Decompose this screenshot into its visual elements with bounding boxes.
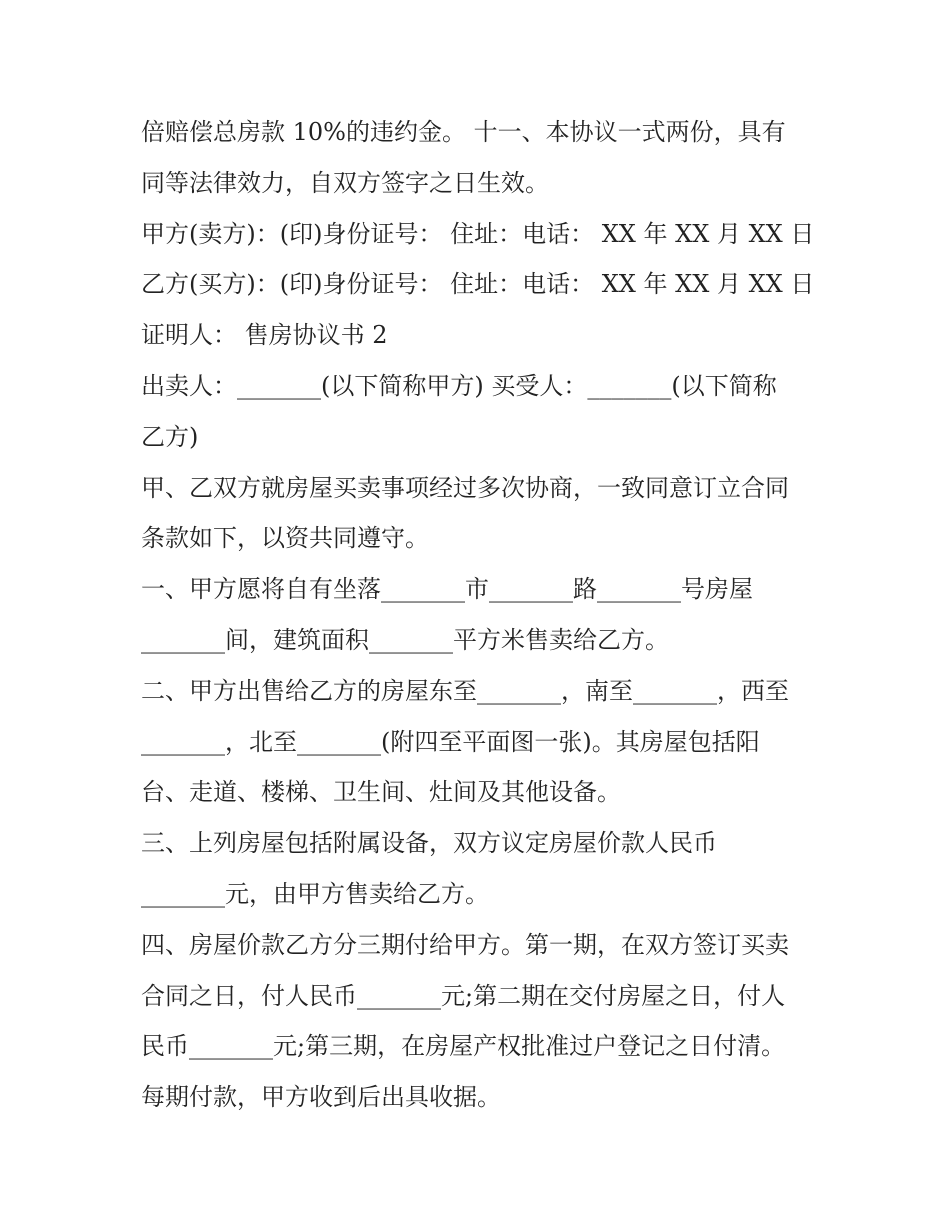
text-line: 民币_______元;第三期，在房屋产权批准过户登记之日付清。	[141, 1032, 786, 1061]
text-line: 乙方(买方)：(印)身份证号： 住址：电话： XX 年 XX 月 XX 日	[141, 270, 815, 299]
text-line: _______间，建筑面积_______平方米售卖给乙方。	[141, 625, 669, 654]
text-line: 甲、乙双方就房屋买卖事项经过多次协商，一致同意订立合同	[141, 473, 789, 502]
text-line: 甲方(卖方)：(印)身份证号： 住址：电话： XX 年 XX 月 XX 日	[141, 219, 815, 248]
text-line: 倍赔偿总房款 10%的违约金。 十一、本协议一式两份，具有	[141, 118, 786, 146]
text-line: _______元，由甲方售卖给乙方。	[141, 879, 489, 908]
text-line: 每期付款，甲方收到后出具收据。	[141, 1083, 501, 1112]
text-line: 乙方)	[141, 422, 199, 451]
text-line: 条款如下，以资共同遵守。	[141, 524, 429, 553]
text-line: 合同之日，付人民币_______元;第二期在交付房屋之日，付人	[141, 981, 786, 1010]
text-line: 二、甲方出售给乙方的房屋东至_______，南至_______，西至	[141, 676, 789, 705]
text-line: 四、房屋价款乙方分三期付给甲方。第一期，在双方签订买卖	[141, 930, 789, 959]
text-line: _______，北至_______(附四至平面图一张)。其房屋包括阳	[141, 727, 760, 756]
text-line: 同等法律效力，自双方签字之日生效。	[141, 168, 549, 197]
text-line: 三、上列房屋包括附属设备，双方议定房屋价款人民币	[141, 829, 717, 858]
text-line: 出卖人：_______(以下简称甲方) 买受人：_______(以下简称	[141, 371, 777, 400]
text-line: 证明人： 售房协议书 2	[141, 321, 388, 350]
text-line: 台、走道、楼梯、卫生间、灶间及其他设备。	[141, 778, 621, 807]
document-body	[141, 107, 831, 1123]
text-line: 一、甲方愿将自有坐落_______市_______路_______号房屋	[141, 575, 753, 604]
